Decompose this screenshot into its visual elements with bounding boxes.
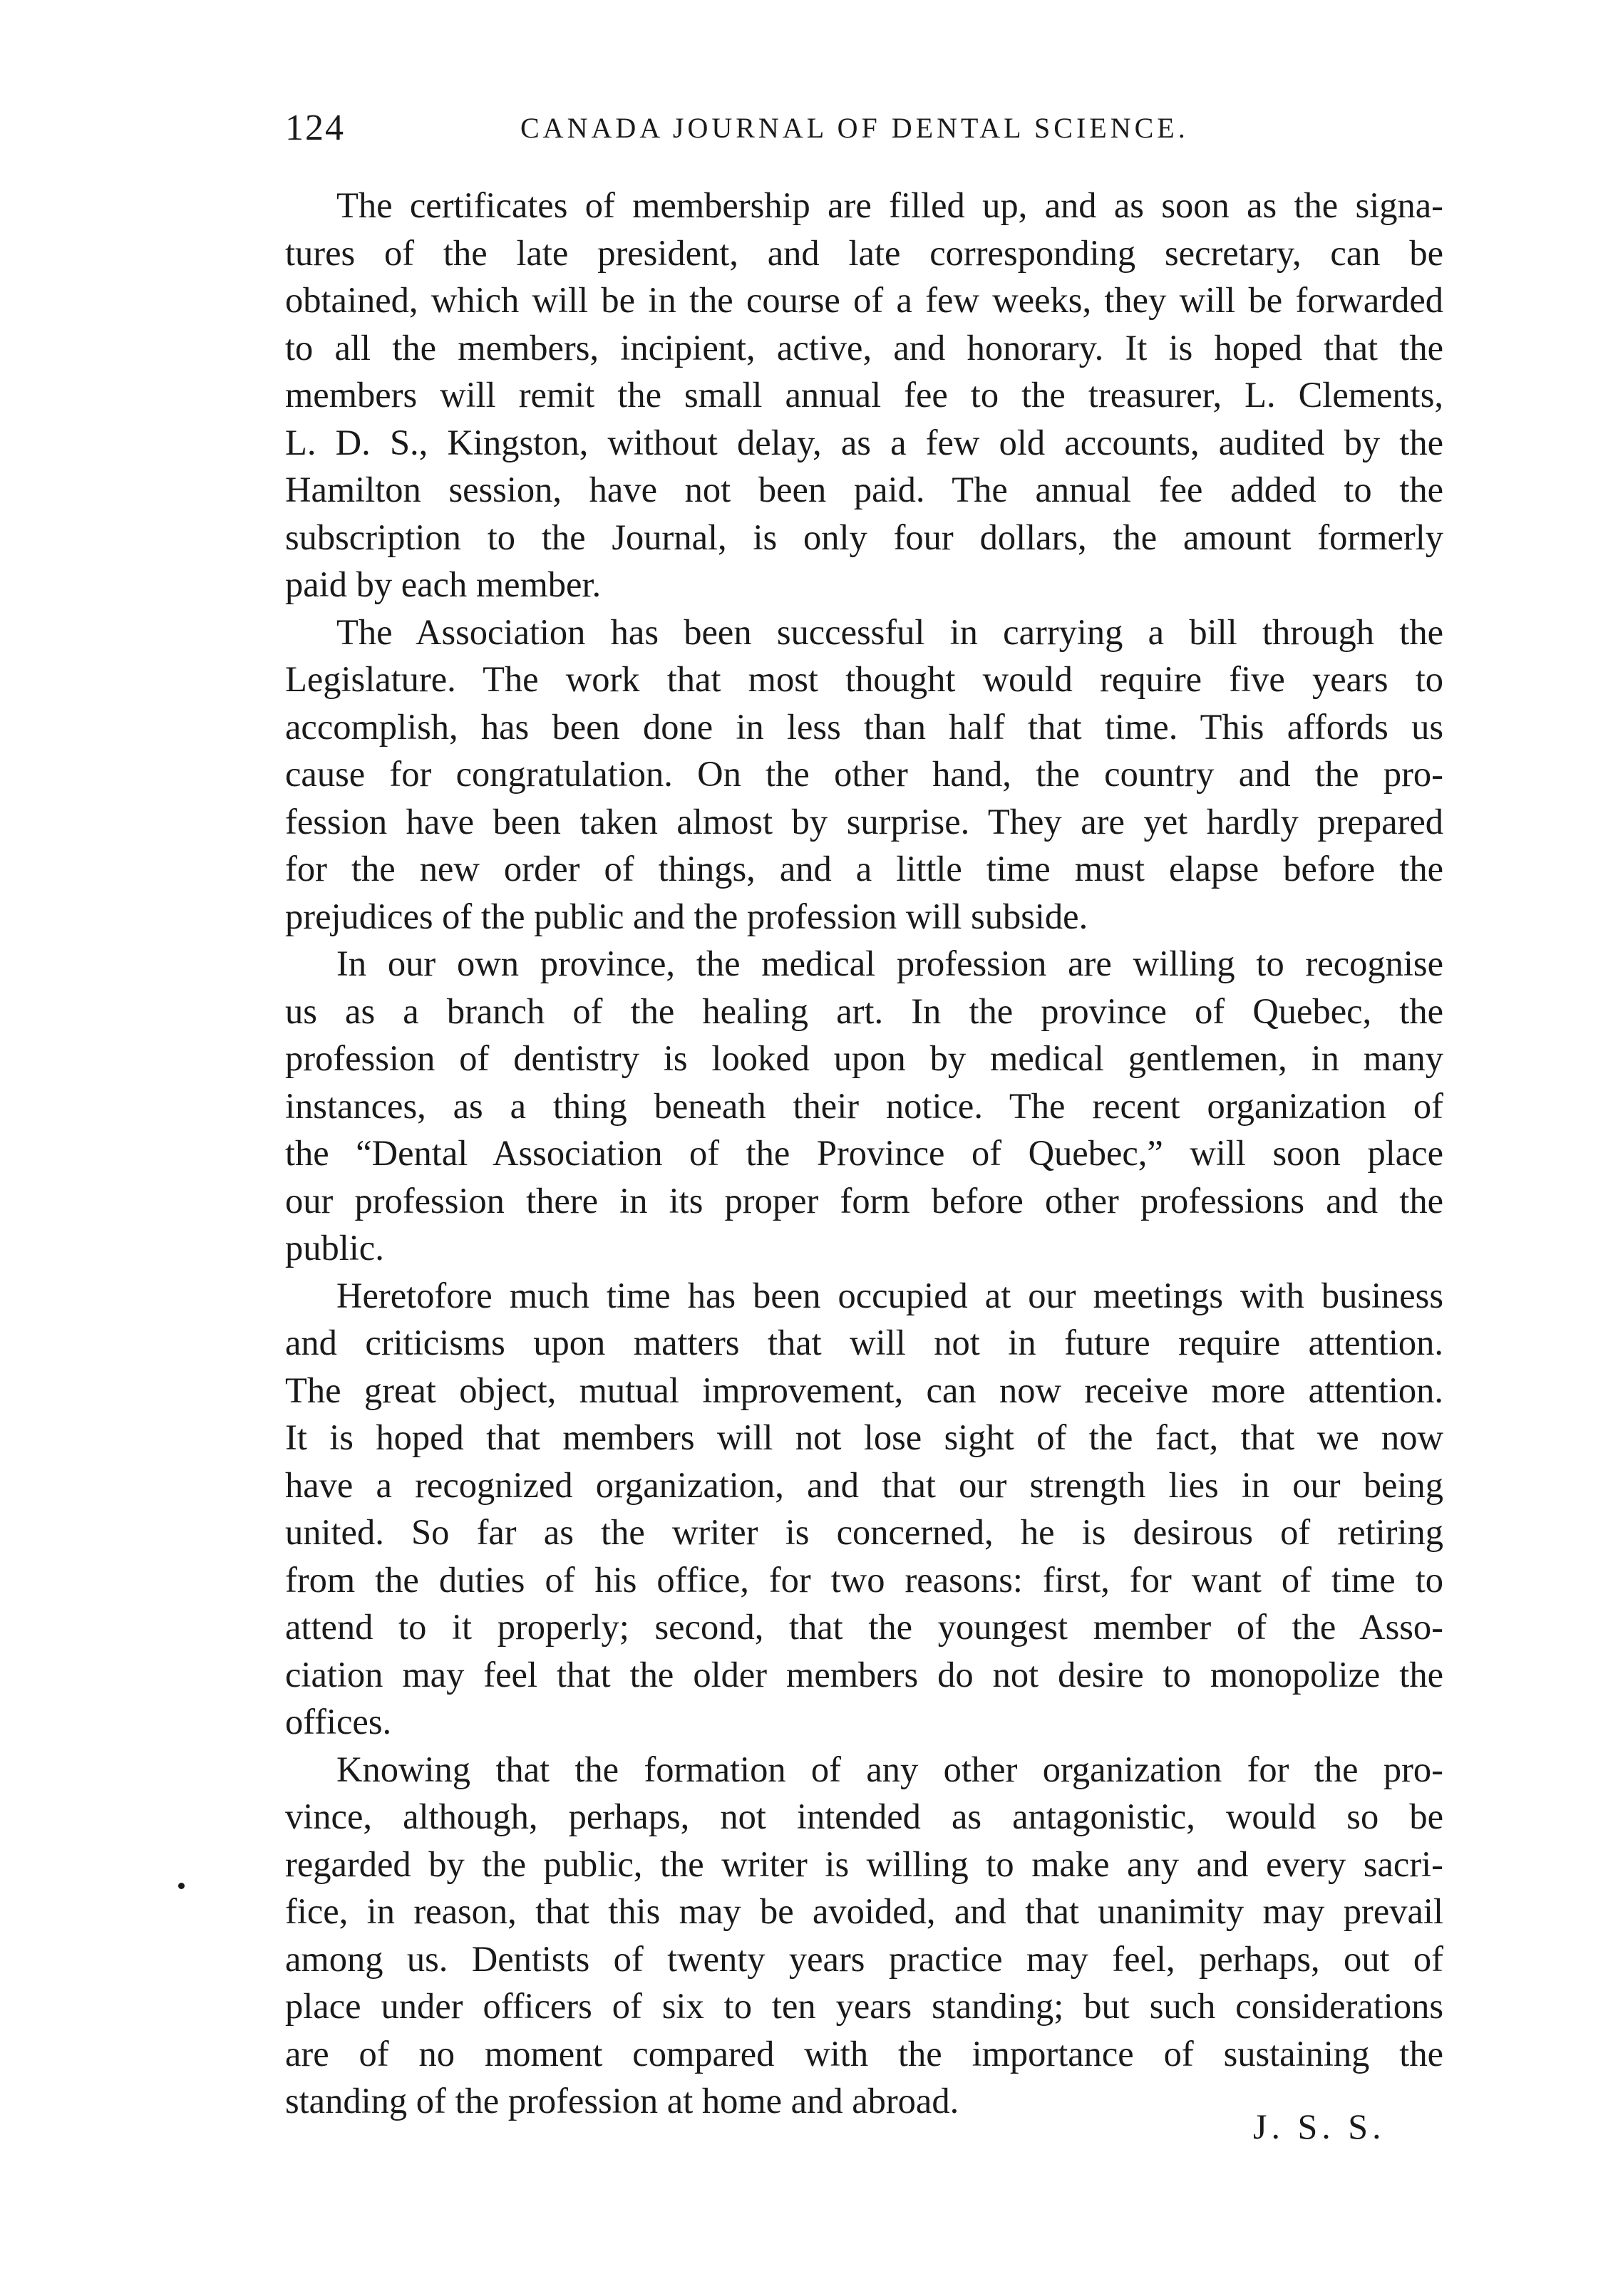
text-line: among us. Dentists of twenty years practice may feel, perhaps, out of [285, 1938, 1443, 1979]
text-line: united. So far as the writer is concerned, he is desirous of retiring [285, 1512, 1443, 1552]
text-line: instances, as a thing beneath their notice. The recent organization of [285, 1085, 1443, 1126]
text-line: profession of dentistry is looked upon by medical gentlemen, in many [285, 1038, 1443, 1078]
text-line: Heretofore much time has been occupied at our meetings with business [336, 1275, 1443, 1315]
page-number: 124 [285, 108, 345, 148]
text-line: vince, although, perhaps, not intended as antagonistic, would so be [285, 1796, 1443, 1836]
text-line: from the duties of his office, for two reasons: first, for want of time to [285, 1559, 1443, 1600]
text-line: for the new order of things, and a little time must elapse before the [285, 849, 1443, 889]
running-title: CANADA JOURNAL OF DENTAL SCIENCE. [520, 112, 1189, 144]
paragraph-meetings [285, 1272, 1443, 1746]
text-line: the “Dental Association of the Province of Quebec,” will soon place [285, 1133, 1443, 1173]
text-line: tures of the late president, and late corresponding secretary, can be [285, 232, 1443, 273]
text-line: our profession there in its proper form before other professions and the [285, 1180, 1443, 1221]
text-line: members will remit the small annual fee to the treasurer, L. Clements, [285, 375, 1443, 415]
text-line: have a recognized organization, and that our strength lies in our being [285, 1464, 1443, 1505]
text-line: cause for congratulation. On the other hand, the country and the pro- [285, 754, 1443, 794]
text-line: place under officers of six to ten years standing; but such considerations [285, 1986, 1443, 2026]
text-line: standing of the profession at home and abroad. [285, 2081, 959, 2121]
text-line: ciation may feel that the older members do not desire to monopolize the [285, 1654, 1443, 1695]
text-line: are of no moment compared with the importance of sustaining the [285, 2033, 1443, 2074]
text-line: us as a branch of the healing art. In the province of Quebec, the [285, 991, 1443, 1031]
text-line: regarded by the public, the writer is willing to make any and every sacri- [285, 1843, 1443, 1884]
text-line: fession have been taken almost by surprise. They are yet hardly prepared [285, 801, 1443, 842]
text-line: to all the members, incipient, active, and honorary. It is hoped that the [285, 327, 1443, 368]
text-line: obtained, which will be in the course of a few weeks, they will be forwarded [285, 280, 1443, 320]
text-line: accomplish, has been done in less than half that time. This affords us [285, 706, 1443, 747]
author-signature: J. S. S. [1253, 2106, 1386, 2146]
page-header [285, 107, 1440, 157]
text-line: offices. [285, 1702, 392, 1742]
paragraph-organization [285, 1746, 1443, 2125]
text-line: fice, in reason, that this may be avoided, and that unanimity may prevail [285, 1891, 1443, 1931]
text-line: L. D. S., Kingston, without delay, as a few old accounts, audited by the [285, 422, 1443, 462]
text-line: The great object, mutual improvement, can now receive more attention. [285, 1370, 1443, 1410]
text-line: Hamilton session, have not been paid. The annual fee added to the [285, 470, 1443, 510]
text-line: The certificates of membership are filled up, and as soon as the signa- [336, 185, 1443, 225]
text-line: Legislature. The work that most thought would require five years to [285, 659, 1443, 699]
text-line: and criticisms upon matters that will not in future require attention. [285, 1323, 1443, 1362]
text-line: Knowing that the formation of any other organization for the pro- [336, 1749, 1443, 1789]
text-line: In our own province, the medical profession are willing to recognise [336, 943, 1443, 983]
text-line: prejudices of the public and the profession will subside. [285, 896, 1088, 936]
text-line: It is hoped that members will not lose sight of the fact, that we now [285, 1417, 1443, 1457]
paragraph-province [285, 940, 1443, 1272]
text-line: The Association has been successful in carrying a bill through the [336, 611, 1443, 652]
article-body [285, 182, 1443, 2125]
margin-mark [178, 1883, 185, 1889]
text-line: subscription to the Journal, is only four dollars, the amount formerly [285, 517, 1443, 557]
text-line: paid by each member. [285, 564, 602, 604]
text-line: attend to it properly; second, that the youngest member of the Asso- [285, 1607, 1443, 1647]
paragraph-certificates [285, 182, 1443, 609]
paragraph-legislature [285, 609, 1443, 941]
text-line: public. [285, 1228, 384, 1268]
